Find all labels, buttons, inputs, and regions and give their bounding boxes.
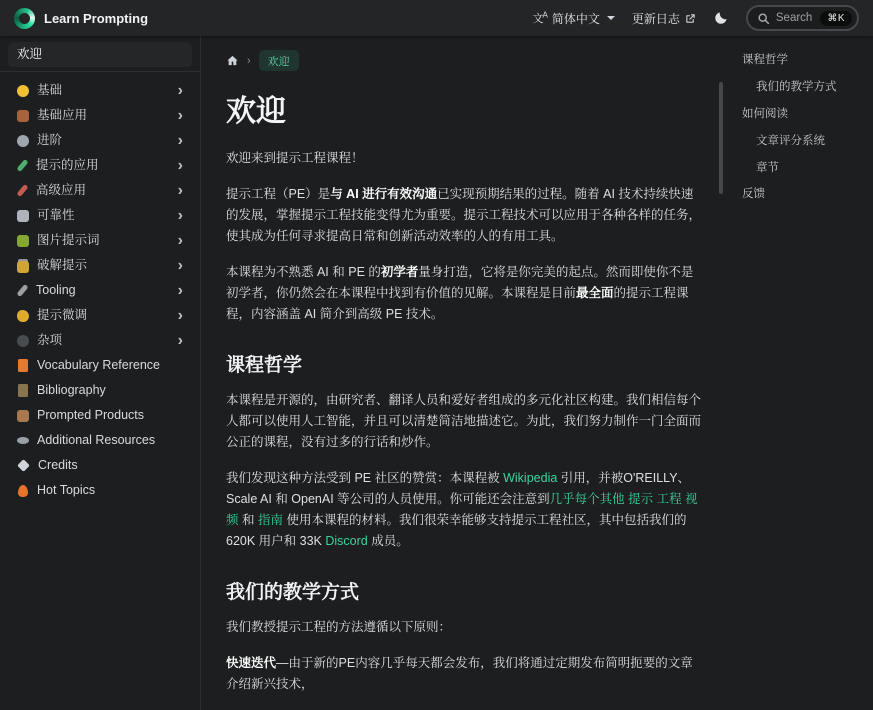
navbar	[0, 0, 873, 36]
breadcrumb-current[interactable]: 欢迎	[259, 50, 299, 71]
sidebar	[0, 36, 201, 710]
text-run: 成员。	[367, 534, 409, 548]
text-run: 本课程是开源的，由研究者、翻译人员和爱好者组成的多元化社区构建。我们相信每个人都可以使用人工智能，并且可以清楚简洁地描述它。为此，我们努力制作一门全面而公正的课程，没有过多的行话和炒作。	[226, 393, 702, 449]
learn-prompting-logo	[14, 8, 35, 29]
chevron-right-icon: ›	[177, 106, 183, 124]
brand-home-link[interactable]	[14, 8, 148, 29]
chevron-right-icon: ›	[177, 81, 183, 99]
inline-link[interactable]: Discord	[325, 534, 368, 548]
framed-picture-icon	[17, 235, 29, 247]
main-content	[201, 36, 726, 710]
sidebar-item[interactable]	[8, 478, 192, 503]
briefcase-icon	[17, 110, 29, 122]
orange-book-icon	[18, 359, 28, 372]
paragraph	[226, 148, 702, 169]
sidebar-item[interactable]	[8, 353, 192, 378]
sidebar-item-label: 图片提示词	[37, 233, 100, 247]
sidebar-item[interactable]	[8, 103, 192, 128]
table-of-contents	[726, 36, 873, 710]
flexed-biceps-icon	[17, 310, 29, 322]
page-title: 欢迎	[226, 95, 286, 128]
sidebar-item-label: 杂项	[37, 333, 63, 347]
search-button[interactable]	[746, 5, 859, 31]
sidebar-item[interactable]	[8, 453, 192, 478]
text-run: 已实现预期结果的过程。随着 AI 技术持续快速的发展，掌握提示工程技能变得尤为重要。提示工程技术可以应用于各种各样的任务，使其成为任何寻求提高日常和创新活动效率的人的有用工具。	[226, 187, 702, 243]
external-link-icon	[685, 13, 696, 24]
breadcrumb	[226, 50, 702, 71]
sidebar-item-label: 高级应用	[36, 183, 87, 197]
sidebar-item-label: 破解提示	[37, 258, 88, 272]
inline-link[interactable]: 视频	[226, 492, 698, 527]
chevron-right-icon: ›	[177, 131, 183, 149]
toc-item[interactable]: 文章评分系统	[756, 134, 825, 147]
text-run: 我们发现这种方法受到 PE 社区的赞赏：本课程被	[226, 471, 504, 485]
page-shell	[0, 36, 873, 710]
translate-icon: 文$^A$	[532, 10, 547, 25]
changelog-label: 更新日志	[631, 11, 680, 26]
sidebar-item-label: 提示微调	[37, 308, 88, 322]
sidebar-item-label: Hot Topics	[37, 483, 96, 497]
chevron-right-icon: ›	[177, 306, 183, 324]
sidebar-item-label: 进阶	[37, 133, 63, 147]
sidebar-item[interactable]	[8, 228, 192, 253]
article	[226, 86, 702, 695]
sidebar-item[interactable]	[8, 203, 192, 228]
navbar-actions	[533, 5, 859, 31]
text-run: 欢迎来到提示工程课程！	[226, 151, 364, 165]
bold-text: 初学者	[380, 265, 419, 279]
text-run: 和	[238, 513, 258, 527]
sidebar-item[interactable]	[8, 128, 192, 153]
sidebar-item-label: 可靠性	[37, 208, 75, 222]
text-run: —由于新的PE内容几乎每天都会发布，我们将通过定期发布简明扼要的文章介绍新兴技术，	[226, 656, 693, 691]
wrench-icon	[16, 284, 28, 297]
sidebar-item[interactable]	[8, 42, 192, 67]
paragraph	[226, 390, 702, 453]
sidebar-item[interactable]	[8, 253, 192, 278]
theme-toggle-button[interactable]	[713, 10, 729, 26]
section-heading: 我们的教学方式	[226, 582, 360, 603]
inline-link[interactable]: 提示	[628, 492, 654, 506]
robot-icon	[17, 210, 29, 222]
sidebar-item[interactable]	[8, 428, 192, 453]
sidebar-item[interactable]	[8, 278, 192, 303]
sidebar-item-label: 提示的应用	[36, 158, 99, 172]
text-run: 引用，并被O'REILLY、Scale AI 和 OpenAI 等公司的人员使用。你可能还会注意到	[226, 471, 691, 506]
sidebar-item[interactable]	[8, 78, 192, 103]
test-tube-icon	[16, 159, 28, 172]
sidebar-divider	[0, 71, 200, 72]
wizard-icon	[17, 135, 29, 147]
text-run: 本课程为不熟悉 AI 和 PE 的	[226, 265, 381, 279]
inline-link[interactable]: 指南	[257, 513, 283, 527]
fire-icon	[18, 485, 28, 497]
flying-saucer-icon	[17, 437, 29, 444]
changelog-link[interactable]	[632, 10, 696, 27]
toc-item[interactable]: 如何阅读	[742, 107, 788, 120]
books-icon	[18, 384, 28, 397]
chevron-right-icon: ›	[177, 256, 183, 274]
paragraph	[226, 617, 702, 638]
paragraph	[226, 468, 702, 552]
inline-link[interactable]: 工程	[656, 492, 682, 506]
locale-dropdown[interactable]	[533, 10, 615, 27]
text-run: 我们教授提示工程的方法遵循以下原则：	[226, 620, 452, 634]
sidebar-item-label: Tooling	[36, 283, 76, 297]
sidebar-item[interactable]	[8, 403, 192, 428]
sidebar-item-label: Credits	[38, 458, 78, 472]
rocket-icon	[16, 184, 28, 197]
paragraph	[226, 653, 702, 695]
sparkles-icon	[17, 459, 30, 472]
sidebar-item-label: 基础应用	[37, 108, 88, 122]
content-scrollbar-thumb[interactable]	[719, 82, 723, 194]
chevron-right-icon: ›	[177, 181, 183, 199]
chevron-right-icon: ›	[177, 281, 183, 299]
text-run: 提示工程（PE）是	[226, 187, 331, 201]
search-placeholder: Search	[775, 12, 813, 24]
sidebar-item[interactable]	[8, 378, 192, 403]
sidebar-item-label: 基础	[37, 83, 63, 97]
sidebar-item[interactable]	[8, 328, 192, 353]
sidebar-item-label: 欢迎	[17, 47, 43, 61]
sidebar-item-label: Bibliography	[37, 383, 106, 397]
chevron-right-icon: ›	[177, 331, 183, 349]
search-icon	[757, 12, 770, 25]
unlocked-lock-icon	[17, 261, 29, 273]
article-body	[226, 148, 702, 695]
sidebar-item-label: Vocabulary Reference	[37, 358, 160, 372]
breadcrumb-separator: ›	[247, 54, 251, 67]
inline-link[interactable]: Wikipedia	[503, 471, 558, 485]
paragraph	[226, 262, 702, 325]
bold-text: 快速迭代	[226, 656, 277, 670]
sidebar-item-label: Additional Resources	[37, 433, 156, 447]
bold-text: 与 AI 进行有效沟通	[330, 187, 438, 201]
toc-item[interactable]: 我们的教学方式	[756, 80, 837, 93]
bold-text: 最全面	[576, 286, 614, 300]
smiley-icon	[17, 85, 29, 97]
paragraph	[226, 184, 702, 247]
search-shortcut-badge: ⌘K	[820, 11, 852, 26]
brand-title: Learn Prompting	[44, 10, 149, 26]
sidebar-item[interactable]	[8, 153, 192, 178]
inline-link[interactable]: 几乎每个其他	[549, 492, 625, 506]
text-run: 的提示工程课程，内容涵盖 AI 简介到高级 PE 技术。	[226, 286, 689, 321]
chevron-right-icon: ›	[177, 156, 183, 174]
section-heading: 课程哲学	[226, 355, 303, 376]
toc-item[interactable]: 章节	[756, 161, 779, 174]
text-run: 使用本课程的材料。我们很荣幸能够支持提示工程社区，其中包括我们的 620K 用户和 33K	[226, 513, 687, 548]
toc-item[interactable]: 反馈	[742, 188, 765, 201]
sidebar-item[interactable]	[8, 303, 192, 328]
text-run: 量身打造，它将是你完美的起点。然而即使你不是初学者，你仍然会在本课程中找到有价值的见解。本课程是目前	[226, 265, 694, 300]
locale-label: 简体中文	[551, 11, 600, 26]
eight-ball-icon	[17, 335, 29, 347]
chevron-right-icon: ›	[177, 231, 183, 249]
toc-item[interactable]: 课程哲学	[742, 54, 788, 66]
home-icon[interactable]	[226, 54, 239, 67]
chevron-right-icon: ›	[177, 206, 183, 224]
sidebar-item[interactable]	[8, 178, 192, 203]
sidebar-item-label: Prompted Products	[37, 408, 144, 422]
chevron-down-icon	[607, 16, 615, 20]
package-icon	[17, 410, 29, 422]
moon-icon	[713, 10, 729, 26]
sidebar-menu	[8, 42, 192, 503]
